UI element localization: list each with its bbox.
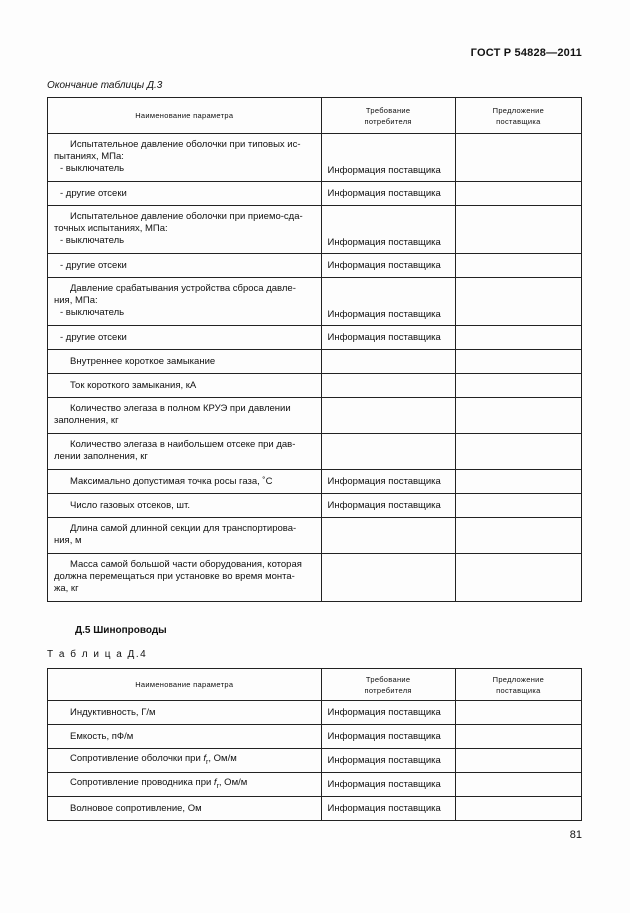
- value-cell: Информация поставщика: [321, 773, 455, 797]
- value-cell: Информация поставщика: [321, 797, 455, 821]
- supplier-cell: [455, 254, 581, 278]
- col-header-supplier: Предложение поставщика: [455, 98, 581, 134]
- value-cell: Информация поставщика: [321, 701, 455, 725]
- supplier-cell: [455, 494, 581, 518]
- table-d4-caption: Т а б л и ц а Д.4: [47, 649, 148, 660]
- supplier-cell: [455, 398, 581, 434]
- col-header-supplier: Предложение поставщика: [455, 669, 581, 701]
- table-row: Индуктивность, Г/м Информация поставщика: [48, 701, 582, 725]
- value-cell: Информация поставщика: [321, 278, 455, 326]
- table-row: Сопротивление проводника при $f_r$, Ом/м Информация поставщика: [48, 773, 582, 797]
- table-row: - другие отсеки Информация поставщика: [48, 326, 582, 350]
- value-cell: Информация поставщика: [321, 326, 455, 350]
- value-cell: Информация поставщика: [321, 206, 455, 254]
- table-row: Максимально допустимая точка росы газа, ˚С Информация поставщика: [48, 470, 582, 494]
- table-header-row: [48, 98, 582, 134]
- table-row: Давление срабатывания устройства сброса давле- ния, МПа: - выключатель Информация поставщика: [48, 278, 582, 326]
- standard-number: ГОСТ Р 54828—2011: [470, 47, 582, 59]
- table-row: - другие отсеки Информация поставщика: [48, 254, 582, 278]
- supplier-cell: [455, 701, 581, 725]
- table-row: Количество элегаза в полном КРУЭ при давлении заполнения, кг: [48, 398, 582, 434]
- col-header-parameter: Наименование параметра: [48, 98, 322, 134]
- table-row: Емкость, пФ/м Информация поставщика: [48, 725, 582, 749]
- table-row: Масса самой большой части оборудования, которая должна перемещаться при установке во время монта- жа, кг: [48, 554, 582, 602]
- value-cell: Информация поставщика: [321, 749, 455, 773]
- table-row: Внутреннее короткое замыкание: [48, 350, 582, 374]
- value-cell: Информация поставщика: [321, 182, 455, 206]
- table-d4: [47, 668, 582, 821]
- supplier-cell: [455, 134, 581, 182]
- col-header-parameter: Наименование параметра: [48, 669, 322, 701]
- table-row: Испытательное давление оболочки при типовых ис- пытаниях, МПа: - выключатель Информация поставщика: [48, 134, 582, 182]
- value-cell: Информация поставщика: [321, 494, 455, 518]
- supplier-cell: [455, 182, 581, 206]
- table-row: Сопротивление оболочки при $f_r$, Ом/м Информация поставщика: [48, 749, 582, 773]
- value-cell: Информация поставщика: [321, 470, 455, 494]
- supplier-cell: [455, 518, 581, 554]
- col-header-customer: Требование потребителя: [321, 98, 455, 134]
- value-cell: [321, 374, 455, 398]
- supplier-cell: [455, 434, 581, 470]
- table-header-row: [48, 669, 582, 701]
- supplier-cell: [455, 797, 581, 821]
- table-row: Волновое сопротивление, Ом Информация поставщика: [48, 797, 582, 821]
- supplier-cell: [455, 206, 581, 254]
- value-cell: [321, 350, 455, 374]
- value-cell: Информация поставщика: [321, 725, 455, 749]
- value-cell: Информация поставщика: [321, 254, 455, 278]
- col-header-customer: Требование потребителя: [321, 669, 455, 701]
- table-row: - другие отсеки Информация поставщика: [48, 182, 582, 206]
- supplier-cell: [455, 554, 581, 602]
- supplier-cell: [455, 749, 581, 773]
- table-row: Длина самой длинной секции для транспортирова- ния, м: [48, 518, 582, 554]
- supplier-cell: [455, 725, 581, 749]
- table-row: Испытательное давление оболочки при приемо-сда- точных испытаниях, МПа: - выключатель Информация поставщика: [48, 206, 582, 254]
- page-number: 81: [569, 829, 582, 841]
- supplier-cell: [455, 374, 581, 398]
- value-cell: [321, 554, 455, 602]
- value-cell: Информация поставщика: [321, 134, 455, 182]
- section-title: Д.5 Шинопроводы: [75, 625, 167, 636]
- table-row: Ток короткого замыкания, кА: [48, 374, 582, 398]
- value-cell: [321, 398, 455, 434]
- table-row: Количество элегаза в наибольшем отсеке при дав- лении заполнения, кг: [48, 434, 582, 470]
- supplier-cell: [455, 470, 581, 494]
- table-d3: [47, 97, 582, 602]
- supplier-cell: [455, 350, 581, 374]
- supplier-cell: [455, 773, 581, 797]
- value-cell: [321, 434, 455, 470]
- table-d3-caption: Окончание таблицы Д.3: [47, 80, 163, 91]
- table-row: Число газовых отсеков, шт. Информация поставщика: [48, 494, 582, 518]
- supplier-cell: [455, 278, 581, 326]
- supplier-cell: [455, 326, 581, 350]
- value-cell: [321, 518, 455, 554]
